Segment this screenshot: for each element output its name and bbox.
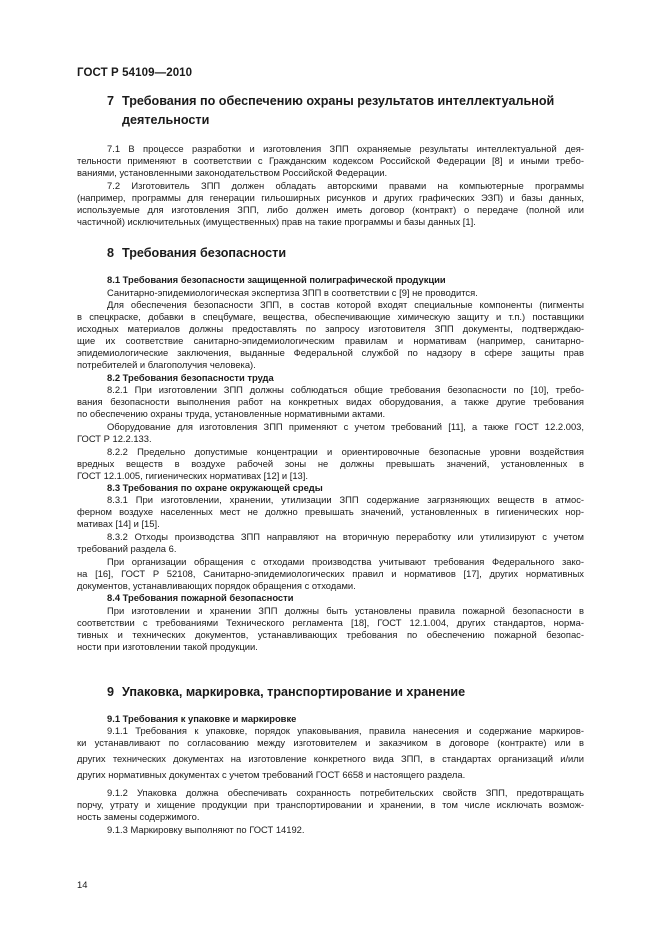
s8-4-line: соответствии с требованиями Технического регламента [18], ГОСТ 12.1.004, других стандартов, норма- <box>77 617 584 628</box>
s8-1-line: исходных материалов должны предоставлять по запросу изготовителя ЗПП документы, подтверждаю- <box>77 323 584 334</box>
s8-2-line: Оборудование для изготовления ЗПП применяют с учетом требований [11], а также ГОСТ 12.2.003, <box>107 421 584 432</box>
s8-3-line: на [16], ГОСТ Р 52108, Санитарно-эпидемиологических правил и нормативов [17], других нормативных <box>77 568 584 579</box>
section-7-title-line-2: деятельности <box>122 113 210 127</box>
s7-line: частичной) исключительных (имущественных) прав на такие программы и базы данных [1]. <box>77 216 476 227</box>
s8-1-line: в спецкраске, добавки в спецбумаге, вещества, обеспечивающие химическую защиту и т.п.) поставщики <box>77 311 584 322</box>
s8-1-line: Санитарно-эпидемиологическая экспертиза ЗПП в соответствии с [9] не проводится. <box>107 287 478 298</box>
s8-4-line: ности при изготовлении такой продукции. <box>77 641 258 652</box>
s9-1-line: 9.1.2 Упаковка должна обеспечивать сохранность потребительских свойств ЗПП, предотвращать <box>107 787 584 798</box>
subsection-9-1-heading: 9.1 Требования к упаковке и маркировке <box>107 713 297 724</box>
section-9-title: Упаковка, маркировка, транспортирование и хранение <box>122 685 466 699</box>
s8-3-line: документов, устанавливающих порядок обращения с отходами. <box>77 580 356 591</box>
s9-1-line: 9.1.1 Требования к упаковке, порядок упаковывания, правила нанесения и содержание маркиров- <box>107 725 584 736</box>
s8-2-line: 8.2.2 Предельно допустимые концентрации и ориентировочные безопасные уровни воздействия <box>107 446 584 457</box>
s8-1-line: щие их соответствие санитарно-эпидемиологическим правилам и нормативам (например, санитарно- <box>77 335 584 346</box>
s8-1-line: эпидемиологические заключения, выданные Федеральной службой по надзору в сфере защиты прав <box>77 347 584 358</box>
subsection-8-1-heading: 8.1 Требования безопасности защищенной полиграфической продукции <box>107 274 446 285</box>
s8-2-line: по обеспечению охраны труда, установленные нормативными актами. <box>77 408 386 419</box>
s7-line: ваниями, установленными законодательством Российской Федерации. <box>77 167 388 178</box>
s9-1-line: ки устанавливают по согласованию между изготовителем и заказчиком в договоре (контракте) или в <box>77 737 584 748</box>
s7-line: 7.2 Изготовитель ЗПП должен обладать авторскими правами на компьютерные программы <box>107 180 584 191</box>
s8-2-line: ГОСТ 12.1.005, гигиенических нормативах [12] и [13]. <box>77 470 308 481</box>
section-7-title-line-1: Требования по обеспечению охраны результатов интеллектуальной <box>122 94 555 108</box>
s8-3-line: При организации обращения с отходами производства учитывают требования Федерального зако- <box>107 556 584 567</box>
section-9-number: 9 <box>107 685 115 699</box>
s7-line: 7.1 В процессе разработки и изготовления ЗПП охраняемые результаты интеллектуальной дея- <box>107 143 584 154</box>
s8-1-line: Для обеспечения безопасности ЗПП, в состав которой входят специальные компоненты (пигменты <box>107 299 584 310</box>
s8-3-line: мативах [14] и [15]. <box>77 518 160 529</box>
s9-1-line: ность замены содержимого. <box>77 811 200 822</box>
section-9-heading <box>107 683 577 703</box>
s8-1-line: потребителей и благополучия человека). <box>77 359 256 370</box>
s9-1-line: других нормативных документах с учетом требований ГОСТ 6658 и настоящего раздела. <box>77 769 466 780</box>
subsection-8-3-heading: 8.3 Требования по охране окружающей среды <box>107 482 323 493</box>
subsection-8-4-heading: 8.4 Требования пожарной безопасности <box>107 592 294 603</box>
s8-2-line: ГОСТ Р 12.2.133. <box>77 433 152 444</box>
s8-2-line: 8.2.1 При изготовлении ЗПП должны соблюдаться общие требования безопасности по [10], требо- <box>107 384 584 395</box>
s7-line: (например, программы для генерации гильоширных рисунков и других графических ЭЗП) и базы данных, <box>77 192 584 203</box>
s7-line: тельности применяют в соответствии с Гражданским кодексом Российской Федерации [8] и иными требо- <box>77 155 584 166</box>
s8-4-line: тивных и технических документов, устанавливающих требования по обеспечению пожарной безопас- <box>77 629 584 640</box>
page-number: 14 <box>77 879 88 890</box>
subsection-8-2-heading: 8.2 Требования безопасности труда <box>107 372 274 383</box>
section-8-heading <box>107 244 407 264</box>
s8-4-line: При изготовлении и хранении ЗПП должны быть установлены правила пожарной безопасности в <box>107 605 584 616</box>
s8-3-line: ферном воздухе населенных мест не должно превышать значений, установленных в гигиенических нор- <box>77 506 584 517</box>
s8-2-line: вания безопасности выполнения работ на конкретных видах оборудования, а также другие требования <box>77 396 584 407</box>
section-7-number: 7 <box>107 94 115 108</box>
s8-3-line: 8.3.2 Отходы производства ЗПП направляют на вторичную переработку или утилизируют с учетом <box>107 531 584 542</box>
s8-3-line: требований раздела 6. <box>77 543 177 554</box>
s8-2-line: вредных веществ в воздухе рабочей зоны не должны превышать значений, установленных в <box>77 458 584 469</box>
section-8-title: Требования безопасности <box>122 246 287 260</box>
section-8-number: 8 <box>107 246 115 260</box>
s9-1-line: других технических документах на изготовление конкретного вида ЗПП, в стандартах организаций и/или <box>77 753 584 764</box>
s9-1-line: 9.1.3 Маркировку выполняют по ГОСТ 14192. <box>107 824 305 835</box>
s8-3-line: 8.3.1 При изготовлении, хранении, утилизации ЗПП содержание загрязняющих веществ в атмос- <box>107 494 584 505</box>
s7-line: используемые для изготовления ЗПП, либо должен иметь договор (контракт) о передаче (полной или <box>77 204 584 215</box>
document-code: ГОСТ Р 54109—2010 <box>77 67 193 79</box>
s9-1-line: порчу, утрату и хищение продукции при транспортировании и хранении, в том числе исключать возмож- <box>77 799 584 810</box>
section-7-heading <box>107 92 587 132</box>
